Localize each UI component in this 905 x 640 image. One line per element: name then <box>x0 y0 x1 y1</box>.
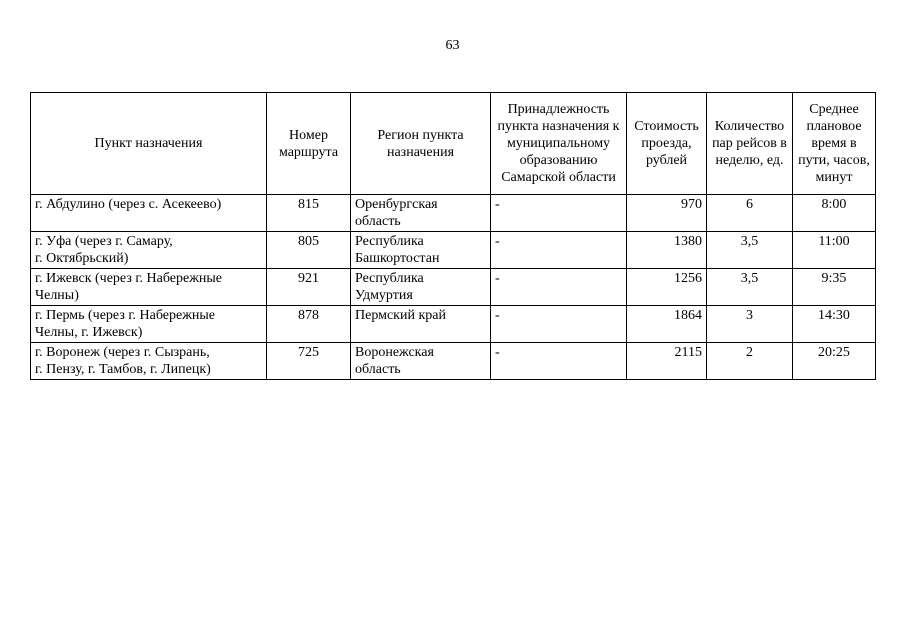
cell-travel-time: 9:35 <box>793 269 876 306</box>
cell-region-line: Республика <box>355 234 424 249</box>
table-header-row <box>31 93 876 195</box>
cell-region-line: Воронежская <box>355 345 434 360</box>
cell-region-line: Республика <box>355 271 424 286</box>
cell-region <box>351 343 491 380</box>
cell-trips-per-week: 3 <box>707 306 793 343</box>
cell-region <box>351 306 491 343</box>
cell-price: 1864 <box>627 306 707 343</box>
cell-region-line: область <box>355 362 401 377</box>
header-price: Стоимость проезда, рублей <box>627 93 707 195</box>
cell-municipality: - <box>491 306 627 343</box>
cell-destination-line: г. Пермь (через г. Набережные <box>35 308 215 323</box>
cell-region-line: Оренбургская <box>355 197 438 212</box>
cell-trips-per-week: 3,5 <box>707 269 793 306</box>
cell-trips-per-week: 3,5 <box>707 232 793 269</box>
cell-region-line: Башкортостан <box>355 251 440 266</box>
cell-destination-line: г. Пензу, г. Тамбов, г. Липецк) <box>35 362 211 377</box>
cell-region <box>351 195 491 232</box>
cell-destination-line: г. Октябрьский) <box>35 251 129 266</box>
page-number: 63 <box>445 38 460 53</box>
cell-price: 970 <box>627 195 707 232</box>
header-travel-time: Среднее плановое время в пути, часов, минут <box>793 93 876 195</box>
cell-region-line: область <box>355 214 401 229</box>
cell-route-number: 815 <box>267 195 351 232</box>
cell-destination-line: г. Ижевск (через г. Набережные <box>35 271 222 286</box>
cell-price: 1380 <box>627 232 707 269</box>
cell-region-line: Удмуртия <box>355 288 413 303</box>
cell-travel-time: 8:00 <box>793 195 876 232</box>
header-route-number: Номер маршрута <box>267 93 351 195</box>
cell-municipality: - <box>491 269 627 306</box>
table-row <box>31 232 876 269</box>
table-row <box>31 306 876 343</box>
cell-destination-line: г. Уфа (через г. Самару, <box>35 234 173 249</box>
cell-route-number: 878 <box>267 306 351 343</box>
cell-region-line: Пермский край <box>355 308 446 323</box>
cell-destination-line: Челны, г. Ижевск) <box>35 325 143 340</box>
table-body <box>31 195 876 380</box>
cell-destination <box>31 343 267 380</box>
cell-region <box>351 232 491 269</box>
cell-destination-line: г. Абдулино (через с. Асекеево) <box>35 197 222 212</box>
cell-destination-line: Челны) <box>35 288 79 303</box>
cell-trips-per-week: 6 <box>707 195 793 232</box>
cell-travel-time: 11:00 <box>793 232 876 269</box>
cell-destination-line: г. Воронеж (через г. Сызрань, <box>35 345 210 360</box>
header-municipality: Принадлежность пункта назначения к муниципальному образованию Самарской области <box>491 93 627 195</box>
cell-route-number: 725 <box>267 343 351 380</box>
cell-municipality: - <box>491 232 627 269</box>
table-row <box>31 343 876 380</box>
cell-travel-time: 20:25 <box>793 343 876 380</box>
cell-destination <box>31 269 267 306</box>
cell-route-number: 921 <box>267 269 351 306</box>
header-destination: Пункт назначения <box>31 93 267 195</box>
table-row <box>31 195 876 232</box>
cell-destination <box>31 232 267 269</box>
routes-table <box>30 92 876 380</box>
cell-travel-time: 14:30 <box>793 306 876 343</box>
header-region: Регион пункта назначения <box>351 93 491 195</box>
cell-municipality: - <box>491 195 627 232</box>
cell-price: 1256 <box>627 269 707 306</box>
cell-route-number: 805 <box>267 232 351 269</box>
cell-municipality: - <box>491 343 627 380</box>
cell-price: 2115 <box>627 343 707 380</box>
header-trips-per-week: Количество пар рейсов в неделю, ед. <box>707 93 793 195</box>
cell-trips-per-week: 2 <box>707 343 793 380</box>
cell-region <box>351 269 491 306</box>
cell-destination <box>31 195 267 232</box>
cell-destination <box>31 306 267 343</box>
table-row <box>31 269 876 306</box>
